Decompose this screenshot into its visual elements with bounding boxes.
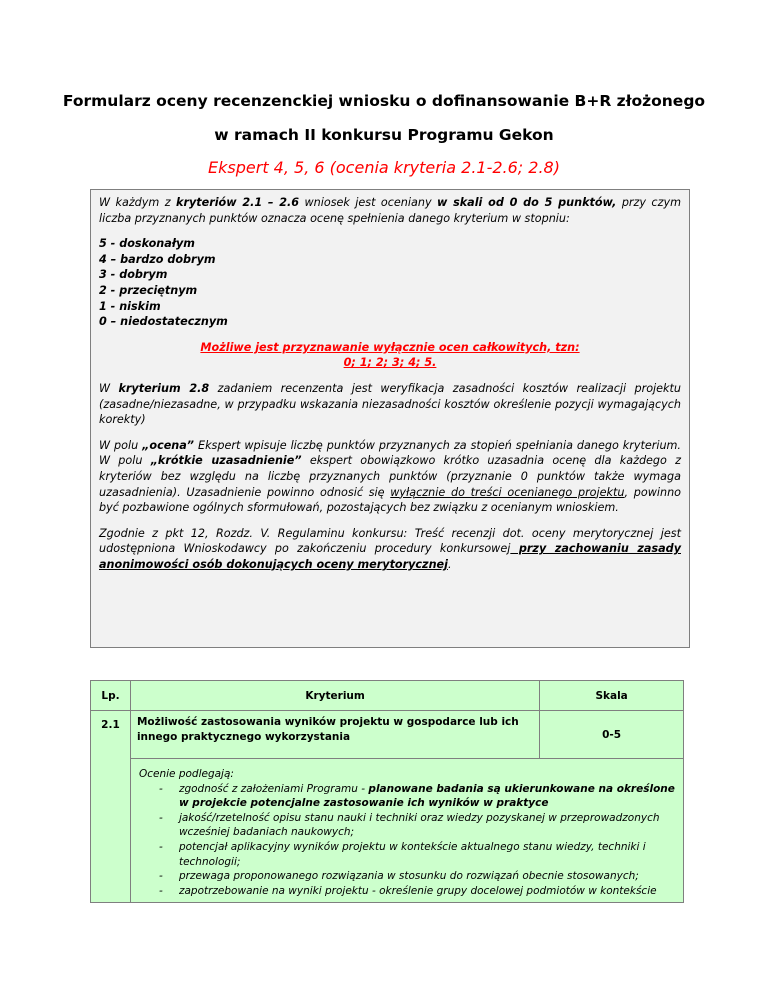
list-item: - przewaga proponowanego rozwiązania w stosunku do rozwiązań obecnie stosowanych; xyxy=(158,870,639,883)
scale-item: 0 – niedostatecznym xyxy=(99,315,228,329)
scoring-intro: W każdym z kryteriów 2.1 – 2.6 wniosek jest oceniany w skali od 0 do 5 punktów, przy czym liczba przyznanych punktów oznacza ocenę spełnienia danego kryterium w stopniu: xyxy=(99,196,681,225)
criterion-2-8-note: W kryterium 2.8 zadaniem recenzenta jest weryfikacja zasadności kosztów realizacji projektu (zasadne/niezasadne, w przypadku wskazania niezasadności kosztów określenie pozycji wymagających korekty) xyxy=(99,381,682,427)
row-criterion: Możliwość zastosowania wyników projektu w gospodarce lub ich innego praktycznego wykorzystania xyxy=(130,711,539,759)
regulation-note: Zgodnie z pkt 12, Rozdz. V. Regulaminu konkursu: Treść recenzji dot. oceny merytorycznej jest udostępniona Wnioskodawcy po zakończeniu procedury konkursowej przy zachowaniu zasady anonimowości osób dokonujących oceny merytorycznej. xyxy=(99,526,681,571)
form-title-line-2: w ramach II konkursu Programu Gekon xyxy=(214,126,554,144)
details-intro: Ocenie podlegają: xyxy=(138,768,234,780)
criterion-details xyxy=(130,759,683,903)
list-item: - potencjał aplikacyjny wyników projektu w kontekście aktualnego stanu wiedzy, techniki i technologii; xyxy=(158,840,646,868)
list-item: - jakość/rzetelność opisu stanu nauki i techniki oraz wiedzy pozyskanej w przeprowadzonych wcześniej badaniach naukowych; xyxy=(158,811,660,839)
scale-item: 2 - przeciętnym xyxy=(99,283,198,297)
row-lp: 2.1 xyxy=(91,711,131,903)
list-item: - zgodność z założeniami Programu - planowane badania są ukierunkowane na określone w projekcie potencjalne zastosowanie ich wyników w praktyce xyxy=(158,782,675,810)
criterion-details-row xyxy=(91,759,684,903)
scale-item: 1 - niskim xyxy=(99,299,161,313)
scale-list xyxy=(99,236,681,330)
scale-item: 4 – bardzo dobrym xyxy=(99,252,216,266)
criteria-table xyxy=(90,680,684,903)
scale-item: 3 - dobrym xyxy=(99,268,168,282)
expert-subtitle: Ekspert 4, 5, 6 (ocenia kryteria 2.1-2.6; 2.8) xyxy=(208,158,560,177)
instructions-box xyxy=(90,189,690,648)
details-list xyxy=(139,782,675,899)
row-scale: 0-5 xyxy=(540,711,684,759)
whole-scores-note: Możliwe jest przyznawanie wyłącznie ocen całkowitych, tzn: 0; 1; 2; 3; 4; 5. xyxy=(200,340,580,370)
table-header-row xyxy=(91,681,684,711)
header-criterion: Kryterium xyxy=(130,681,539,711)
header-lp: Lp. xyxy=(91,681,131,711)
form-title-line-1: Formularz oceny recenzenckiej wniosku o dofinansowanie B+R złożonego xyxy=(62,92,706,110)
scale-item: 5 - doskonałym xyxy=(99,237,195,251)
table-row xyxy=(91,711,684,759)
fields-instructions: W polu „ocena” Ekspert wpisuje liczbę punktów przyznanych za stopień spełniania danego kryterium. W polu „krótkie uzasadnienie” ekspert obowiązkowo krótko uzasadnia ocenę dla każdego z kryteriów bez względu na liczbę przyznanych punktów (przyznanie 0 punktów także wymaga uzasadnienia). Uzasadnienie powinno odnosić się wyłącznie do treści ocenianego projektu, powinno być pozbawione ogólnych sformułowań, pozostających bez związku z ocenianym wnioskiem. xyxy=(99,438,682,515)
list-item: - zapotrzebowanie na wyniki projektu - określenie grupy docelowej podmiotów w kontekście xyxy=(158,884,657,897)
header-scale: Skala xyxy=(540,681,684,711)
